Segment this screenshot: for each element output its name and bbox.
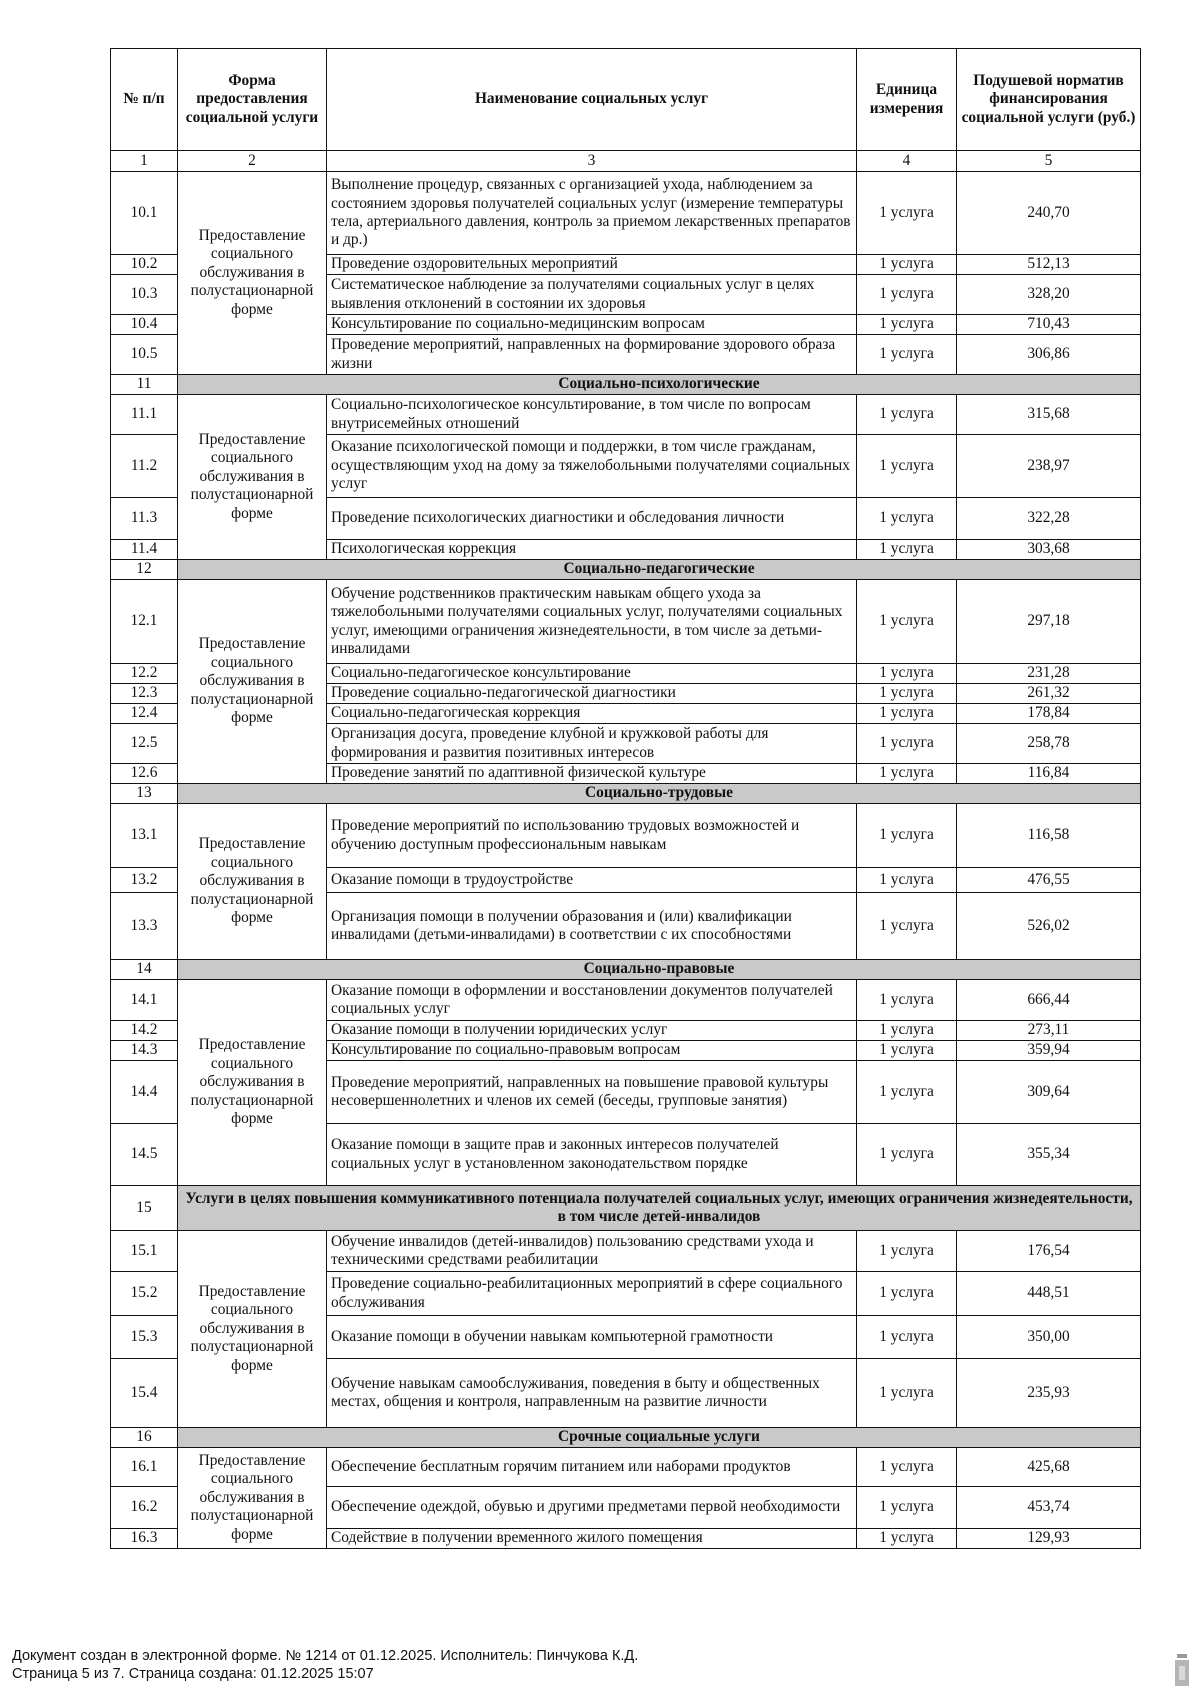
unit-of-measure: 1 услуга	[857, 868, 957, 893]
per-capita-norm: 297,18	[957, 580, 1141, 664]
unit-of-measure: 1 услуга	[857, 1487, 957, 1529]
column-number: 4	[857, 151, 957, 172]
row-number: 14.4	[111, 1061, 178, 1124]
header-number: № п/п	[111, 49, 178, 151]
unit-of-measure: 1 услуга	[857, 1316, 957, 1359]
footer-document-info: Документ создан в электронной форме. № 1214 от 01.12.2025. Исполнитель: Пинчукова К.Д.	[12, 1648, 639, 1664]
section-row	[111, 375, 1141, 395]
row-number: 12.5	[111, 724, 178, 764]
header-unit: Единица измерения	[857, 49, 957, 151]
unit-of-measure: 1 услуга	[857, 315, 957, 335]
row-number: 15.3	[111, 1316, 178, 1359]
unit-of-measure: 1 услуга	[857, 664, 957, 684]
header-form: Форма предоставления социальной услуги	[178, 49, 327, 151]
unit-of-measure: 1 услуга	[857, 764, 957, 784]
table-row	[111, 1448, 1141, 1487]
unit-of-measure: 1 услуга	[857, 684, 957, 704]
unit-of-measure: 1 услуга	[857, 980, 957, 1021]
section-row	[111, 560, 1141, 580]
per-capita-norm: 273,11	[957, 1021, 1141, 1041]
service-form: Предоставление социального обслуживания в полустационарной форме	[178, 580, 327, 784]
per-capita-norm: 240,70	[957, 172, 1141, 255]
per-capita-norm: 425,68	[957, 1448, 1141, 1487]
service-name: Обеспечение одеждой, обувью и другими предметами первой необходимости	[327, 1487, 857, 1529]
service-name: Консультирование по социально-медицинским вопросам	[327, 315, 857, 335]
row-number: 12.6	[111, 764, 178, 784]
per-capita-norm: 116,58	[957, 804, 1141, 868]
row-number: 14.3	[111, 1041, 178, 1061]
unit-of-measure: 1 услуга	[857, 1041, 957, 1061]
row-number: 13.2	[111, 868, 178, 893]
per-capita-norm: 476,55	[957, 868, 1141, 893]
section-title: Социально-психологические	[178, 375, 1141, 395]
row-number: 12.3	[111, 684, 178, 704]
per-capita-norm: 231,28	[957, 664, 1141, 684]
unit-of-measure: 1 услуга	[857, 1272, 957, 1316]
service-name: Социально-педагогическое консультирование	[327, 664, 857, 684]
service-name: Содействие в получении временного жилого помещения	[327, 1529, 857, 1549]
row-number: 11.3	[111, 498, 178, 540]
table-row	[111, 804, 1141, 868]
row-number: 15.2	[111, 1272, 178, 1316]
per-capita-norm: 355,34	[957, 1124, 1141, 1186]
per-capita-norm: 116,84	[957, 764, 1141, 784]
service-name: Оказание помощи в трудоустройстве	[327, 868, 857, 893]
service-name: Проведение занятий по адаптивной физической культуре	[327, 764, 857, 784]
per-capita-norm: 309,64	[957, 1061, 1141, 1124]
unit-of-measure: 1 услуга	[857, 172, 957, 255]
per-capita-norm: 526,02	[957, 893, 1141, 960]
row-number: 11.2	[111, 435, 178, 498]
service-name: Выполнение процедур, связанных с организацией ухода, наблюдением за состоянием здоровья получателей социальных услуг (измерение температуры тела, артериального давления, контроль за приемом лекарственных препаратов и др.)	[327, 172, 857, 255]
service-name: Социально-педагогическая коррекция	[327, 704, 857, 724]
per-capita-norm: 666,44	[957, 980, 1141, 1021]
section-title: Социально-трудовые	[178, 784, 1141, 804]
unit-of-measure: 1 услуга	[857, 1529, 957, 1549]
row-number: 11.4	[111, 540, 178, 560]
row-number: 14.5	[111, 1124, 178, 1186]
row-number: 16.3	[111, 1529, 178, 1549]
row-number: 14.1	[111, 980, 178, 1021]
document-page	[110, 48, 1140, 1549]
per-capita-norm: 261,32	[957, 684, 1141, 704]
unit-of-measure: 1 услуга	[857, 1231, 957, 1272]
unit-of-measure: 1 услуга	[857, 498, 957, 540]
section-row	[111, 1186, 1141, 1231]
table-header-row	[111, 49, 1141, 151]
document-footer	[12, 1647, 638, 1683]
per-capita-norm: 303,68	[957, 540, 1141, 560]
service-name: Проведение мероприятий по использованию трудовых возможностей и обучению доступным профессиональным навыкам	[327, 804, 857, 868]
table-row	[111, 1231, 1141, 1272]
table-body	[111, 49, 1141, 1549]
unit-of-measure: 1 услуга	[857, 804, 957, 868]
unit-of-measure: 1 услуга	[857, 893, 957, 960]
row-number: 11.1	[111, 395, 178, 435]
section-row	[111, 1428, 1141, 1448]
row-number: 16.2	[111, 1487, 178, 1529]
row-number: 14.2	[111, 1021, 178, 1041]
table-row	[111, 172, 1141, 255]
service-name: Оказание помощи в получении юридических услуг	[327, 1021, 857, 1041]
section-number: 12	[111, 560, 178, 580]
per-capita-norm: 322,28	[957, 498, 1141, 540]
unit-of-measure: 1 услуга	[857, 255, 957, 275]
per-capita-norm: 306,86	[957, 335, 1141, 375]
unit-of-measure: 1 услуга	[857, 580, 957, 664]
emblem-icon	[1174, 1650, 1190, 1688]
unit-of-measure: 1 услуга	[857, 1448, 957, 1487]
service-name: Обучение родственников практическим навыкам общего ухода за тяжелобольными получателями социальных услуг, получателями социальных услуг, имеющими ограничения жизнедеятельности, в том числе за детьми-инвалидами	[327, 580, 857, 664]
per-capita-norm: 238,97	[957, 435, 1141, 498]
row-number: 12.1	[111, 580, 178, 664]
unit-of-measure: 1 услуга	[857, 435, 957, 498]
column-number: 3	[327, 151, 857, 172]
unit-of-measure: 1 услуга	[857, 724, 957, 764]
service-name: Организация помощи в получении образования и (или) квалификации инвалидами (детьми-инвалидами) в соответствии с их способностями	[327, 893, 857, 960]
service-name: Проведение мероприятий, направленных на формирование здорового образа жизни	[327, 335, 857, 375]
service-form: Предоставление социального обслуживания в полустационарной форме	[178, 1231, 327, 1428]
row-number: 10.5	[111, 335, 178, 375]
per-capita-norm: 176,54	[957, 1231, 1141, 1272]
row-number: 12.2	[111, 664, 178, 684]
section-number: 11	[111, 375, 178, 395]
column-number: 1	[111, 151, 178, 172]
unit-of-measure: 1 услуга	[857, 335, 957, 375]
section-row	[111, 784, 1141, 804]
service-name: Обучение инвалидов (детей-инвалидов) пользованию средствами ухода и техническими средствами реабилитации	[327, 1231, 857, 1272]
per-capita-norm: 129,93	[957, 1529, 1141, 1549]
tariff-table	[110, 48, 1141, 1549]
row-number: 15.1	[111, 1231, 178, 1272]
service-name: Оказание помощи в оформлении и восстановлении документов получателей социальных услуг	[327, 980, 857, 1021]
row-number: 16.1	[111, 1448, 178, 1487]
unit-of-measure: 1 услуга	[857, 1359, 957, 1428]
per-capita-norm: 178,84	[957, 704, 1141, 724]
unit-of-measure: 1 услуга	[857, 540, 957, 560]
service-name: Обучение навыкам самообслуживания, поведения в быту и общественных местах, общения и контроля, направленным на развитие личности	[327, 1359, 857, 1428]
service-name: Социально-психологическое консультирование, в том числе по вопросам внутрисемейных отношений	[327, 395, 857, 435]
per-capita-norm: 359,94	[957, 1041, 1141, 1061]
per-capita-norm: 235,93	[957, 1359, 1141, 1428]
service-name: Систематическое наблюдение за получателями социальных услуг в целях выявления отклонений в состоянии их здоровья	[327, 275, 857, 315]
section-title: Социально-педагогические	[178, 560, 1141, 580]
row-number: 10.2	[111, 255, 178, 275]
service-name: Обеспечение бесплатным горячим питанием или наборами продуктов	[327, 1448, 857, 1487]
service-form: Предоставление социального обслуживания в полустационарной форме	[178, 172, 327, 375]
section-title: Срочные социальные услуги	[178, 1428, 1141, 1448]
service-name: Оказание психологической помощи и поддержки, в том числе гражданам, осуществляющим уход на дому за тяжелобольными получателями социальных услуг	[327, 435, 857, 498]
section-number: 15	[111, 1186, 178, 1231]
footer-page-info: Страница 5 из 7. Страница создана: 01.12.2025 15:07	[12, 1666, 374, 1683]
service-form: Предоставление социального обслуживания в полустационарной форме	[178, 1448, 327, 1549]
per-capita-norm: 350,00	[957, 1316, 1141, 1359]
per-capita-norm: 315,68	[957, 395, 1141, 435]
column-number-row	[111, 151, 1141, 172]
service-name: Проведение социально-реабилитационных мероприятий в сфере социального обслуживания	[327, 1272, 857, 1316]
service-name: Проведение социально-педагогической диагностики	[327, 684, 857, 704]
table-row	[111, 980, 1141, 1021]
service-form: Предоставление социального обслуживания в полустационарной форме	[178, 804, 327, 960]
service-name: Проведение мероприятий, направленных на повышение правовой культуры несовершеннолетних и членов их семей (беседы, групповые занятия)	[327, 1061, 857, 1124]
row-number: 13.3	[111, 893, 178, 960]
unit-of-measure: 1 услуга	[857, 395, 957, 435]
service-name: Оказание помощи в защите прав и законных интересов получателей социальных услуг в установленном законодательством порядке	[327, 1124, 857, 1186]
per-capita-norm: 453,74	[957, 1487, 1141, 1529]
per-capita-norm: 448,51	[957, 1272, 1141, 1316]
row-number: 10.3	[111, 275, 178, 315]
service-name: Оказание помощи в обучении навыкам компьютерной грамотности	[327, 1316, 857, 1359]
per-capita-norm: 710,43	[957, 315, 1141, 335]
table-row	[111, 580, 1141, 664]
table-row	[111, 395, 1141, 435]
column-number: 5	[957, 151, 1141, 172]
unit-of-measure: 1 услуга	[857, 1124, 957, 1186]
row-number: 10.1	[111, 172, 178, 255]
section-row	[111, 960, 1141, 980]
section-title: Услуги в целях повышения коммуникативного потенциала получателей социальных услуг, имеющих ограничения жизнедеятельности, в том числе детей-инвалидов	[178, 1186, 1141, 1231]
section-number: 16	[111, 1428, 178, 1448]
column-number: 2	[178, 151, 327, 172]
service-name: Проведение психологических диагностики и обследования личности	[327, 498, 857, 540]
section-title: Социально-правовые	[178, 960, 1141, 980]
header-service-name: Наименование социальных услуг	[327, 49, 857, 151]
unit-of-measure: 1 услуга	[857, 1061, 957, 1124]
unit-of-measure: 1 услуга	[857, 704, 957, 724]
service-form: Предоставление социального обслуживания в полустационарной форме	[178, 395, 327, 560]
per-capita-norm: 328,20	[957, 275, 1141, 315]
service-name: Психологическая коррекция	[327, 540, 857, 560]
header-norm: Подушевой норматив финансирования социальной услуги (руб.)	[957, 49, 1141, 151]
row-number: 10.4	[111, 315, 178, 335]
unit-of-measure: 1 услуга	[857, 275, 957, 315]
service-name: Организация досуга, проведение клубной и кружковой работы для формирования и развития позитивных интересов	[327, 724, 857, 764]
row-number: 13.1	[111, 804, 178, 868]
per-capita-norm: 258,78	[957, 724, 1141, 764]
unit-of-measure: 1 услуга	[857, 1021, 957, 1041]
service-form: Предоставление социального обслуживания в полустационарной форме	[178, 980, 327, 1186]
service-name: Проведение оздоровительных мероприятий	[327, 255, 857, 275]
per-capita-norm: 512,13	[957, 255, 1141, 275]
service-name: Консультирование по социально-правовым вопросам	[327, 1041, 857, 1061]
row-number: 15.4	[111, 1359, 178, 1428]
section-number: 13	[111, 784, 178, 804]
row-number: 12.4	[111, 704, 178, 724]
section-number: 14	[111, 960, 178, 980]
